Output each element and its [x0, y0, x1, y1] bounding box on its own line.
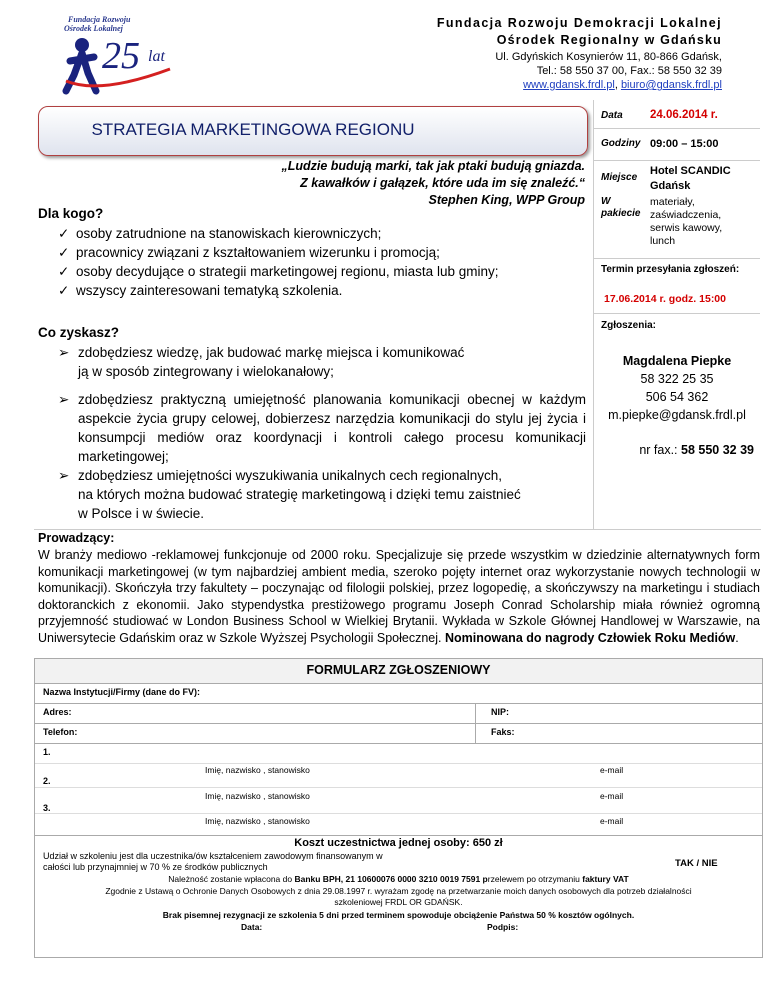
signature-field[interactable]: Podpis: — [487, 922, 519, 932]
nip-field[interactable]: NIP: — [491, 707, 509, 717]
arrow-icon: ➢ — [58, 345, 70, 360]
quote-line-2: Z kawałków i gałązek, które uda im się znaleźć.“ — [300, 176, 585, 190]
org-links — [400, 78, 722, 92]
fax-value: 58 550 32 39 — [681, 443, 754, 457]
list-item: ✓ wszyscy zainteresowani tematyką szkolenia. — [58, 283, 343, 298]
email-label: e-mail — [600, 765, 624, 775]
org-phone: Tel.: 58 550 37 00, Fax.: 58 550 32 39 — [536, 65, 722, 77]
email-label: e-mail — [600, 791, 624, 801]
quote — [240, 158, 585, 209]
contact-phone-2: 506 54 362 — [645, 390, 709, 404]
check-icon: ✓ — [58, 245, 70, 260]
institution-field[interactable]: Nazwa Instytucji/Firmy (dane do FV): — [43, 687, 201, 697]
gains-item-1: ➢ zdobędziesz wiedzę, jak budować markę miejsca i komunikować ją w sposób zintegrowany i wielokanałowy; — [58, 345, 465, 379]
frdl-logo — [60, 10, 180, 95]
package-label: W pakiecie — [601, 196, 641, 219]
org-branch: Ośrodek Regionalny w Gdańsku — [496, 33, 722, 47]
divider — [34, 529, 761, 530]
person-label: Imię, nazwisko , stanowisko — [205, 791, 310, 801]
logo-number: 25 — [102, 35, 140, 77]
place-value: Hotel SCANDIC Gdańsk — [650, 165, 731, 192]
participant-row[interactable]: 1. — [43, 747, 51, 757]
participant-row[interactable]: 2. — [43, 776, 51, 786]
consent-text: Zgodnie z Ustawą o Ochronie Danych Osobowych z dnia 29.08.1997 r. wyrażam zgodę na przetwarzanie moich danych osobowych dla potrzeb działalności szkoleniowej FRDL OR GDAŃSK. — [105, 886, 692, 907]
contact-phone-1: 58 322 25 35 — [640, 372, 714, 386]
hours-label: Godziny — [601, 138, 641, 149]
email-link[interactable]: biuro@gdansk.frdl.pl — [620, 79, 722, 91]
person-label: Imię, nazwisko , stanowisko — [205, 765, 310, 775]
org-address-block — [400, 50, 722, 92]
arrow-icon: ➢ — [58, 392, 70, 407]
contact-name: Magdalena Piepke — [622, 354, 732, 368]
package-value: materiały, zaświadczenia, serwis kawowy, lunch — [650, 196, 723, 247]
date-signature-field[interactable]: Data: — [241, 922, 263, 932]
check-icon: ✓ — [58, 264, 70, 279]
applications-label: Zgłoszenia: — [601, 320, 657, 331]
quote-author: Stephen King, WPP Group — [428, 193, 585, 207]
date-value: 24.06.2014 r. — [650, 109, 718, 121]
yes-no-choice[interactable]: TAK / NIE — [675, 858, 718, 869]
check-icon: ✓ — [58, 226, 70, 241]
payment-info: Należność zostanie wpłacona do Banku BPH, 21 10600076 0000 3210 0019 7591 przelewem po otrzymaniu faktury VAT — [168, 874, 629, 884]
org-name: Fundacja Rozwoju Demokracji Lokalnej — [436, 16, 722, 30]
info-panel — [593, 100, 760, 530]
fax-line: nr fax.: 58 550 32 39 — [639, 443, 754, 457]
list-item: ✓ pracownicy związani z kształtowaniem wizerunku i promocją; — [58, 245, 440, 260]
contact-block — [594, 352, 760, 424]
list-item: ✓ osoby zatrudnione na stanowiskach kierowniczych; — [58, 226, 382, 241]
form-title: FORMULARZ ZGŁOSZENIOWY — [306, 663, 491, 677]
website-link[interactable]: www.gdansk.frdl.pl — [523, 79, 615, 91]
address-field[interactable]: Adres: — [43, 707, 72, 717]
hours-value: 09:00 – 15:00 — [650, 138, 719, 150]
contact-email[interactable]: m.piepke@gdansk.frdl.pl — [608, 408, 746, 422]
email-label: e-mail — [600, 816, 624, 826]
trainer-bio: W branży mediowo -reklamowej funkcjonuje od 2000 roku. Specjalizuje się przede wszystkim w dziedzinie alternatywnych form komunikacji marketingowej (w tym najbardziej ambient media, szeroko pojęty internet oraz wykorzystanie nowych technologii w komunikacji). Skończyła trzy fakultety – poczynając od filologii polskiej, przez logopedię, a skończywszy na marketingu i studiach doktoranckich z ekonomii. Jako stypendystka prestiżowego programu Joseph Conrad Scholarship miała również ogromną przyjemność studiować w London Business School w Wielkiej Brytanii. Wykłada w Szkole Głównej Handlowej w Warszawie, na Uniwersytecie Gdańskim oraz w Szkole Wyższej Psychologii Społecznej. Nominowana do nagrody Człowiek Roku Mediów. — [38, 548, 760, 645]
cancellation-text: Brak pisemnej rezygnacji ze szkolenia 5 dni przed terminem spowoduje obciążenie Państwa 50 % kosztów ogólnych. — [162, 910, 635, 920]
list-item: ✓ osoby decydujące o strategii marketingowej regionu, miasta lub gminy; — [58, 264, 499, 279]
logo-text-2: Ośrodek Lokalnej — [64, 24, 123, 33]
logo-word: lat — [148, 48, 165, 65]
title-box — [38, 106, 588, 156]
person-label: Imię, nazwisko , stanowisko — [205, 816, 310, 826]
for-whom-heading: Dla kogo? — [38, 206, 104, 221]
phone-field[interactable]: Telefon: — [43, 727, 78, 737]
place-label: Miejsce — [601, 172, 638, 183]
funding-text: Udział w szkoleniu jest dla uczestnika/ów kształceniem zawodowym finansowanym w całości lub przynajmniej w 70 % ze środków publicznych — [43, 851, 383, 872]
for-whom-list — [58, 224, 588, 300]
logo-text-1: Fundacja Rozwoju — [68, 15, 131, 24]
participant-row[interactable]: 3. — [43, 803, 51, 813]
cost-line: Koszt uczestnictwa jednej osoby: 650 zł — [294, 837, 503, 849]
gains-heading: Co zyskasz? — [38, 325, 120, 340]
check-icon: ✓ — [58, 283, 70, 298]
date-label: Data — [601, 110, 623, 121]
application-form — [34, 658, 763, 958]
link-separator: , — [614, 79, 621, 91]
page-title: STRATEGIA MARKETINGOWA REGIONU — [91, 120, 415, 139]
trainer-nomination: Nominowana do nagrody Człowiek Roku Mediów — [444, 630, 736, 645]
fax-field[interactable]: Faks: — [491, 727, 515, 737]
org-address: Ul. Gdyńskich Kosynierów 11, 80-866 Gdańsk, — [495, 51, 722, 63]
arrow-icon: ➢ — [58, 468, 70, 483]
quote-line-1: „Ludzie budują marki, tak jak ptaki budują gniazda. — [281, 159, 585, 173]
deadline-label: Termin przesyłania zgłoszeń: — [601, 264, 740, 275]
deadline-value: 17.06.2014 r. godz. 15:00 — [604, 293, 726, 305]
gains-item-2: ➢ zdobędziesz praktyczną umiejętność planowania komunikacji obecnej w każdym aspekcie życia grupy celowej, dobierzesz narzędzia komunikacji do stylu jej życia i konsumpcji mediów oraz koordynacji i kontroli całego procesu komunikacji marketingowej; — [58, 392, 586, 464]
trainer-heading: Prowadzący: — [38, 531, 115, 545]
gains-item-3: ➢ zdobędziesz umiejętności wyszukiwania unikalnych cech regionalnych, na których można budować strategię marketingową i dzięki temu zaistnieć w Polsce i w świecie. — [58, 468, 521, 521]
